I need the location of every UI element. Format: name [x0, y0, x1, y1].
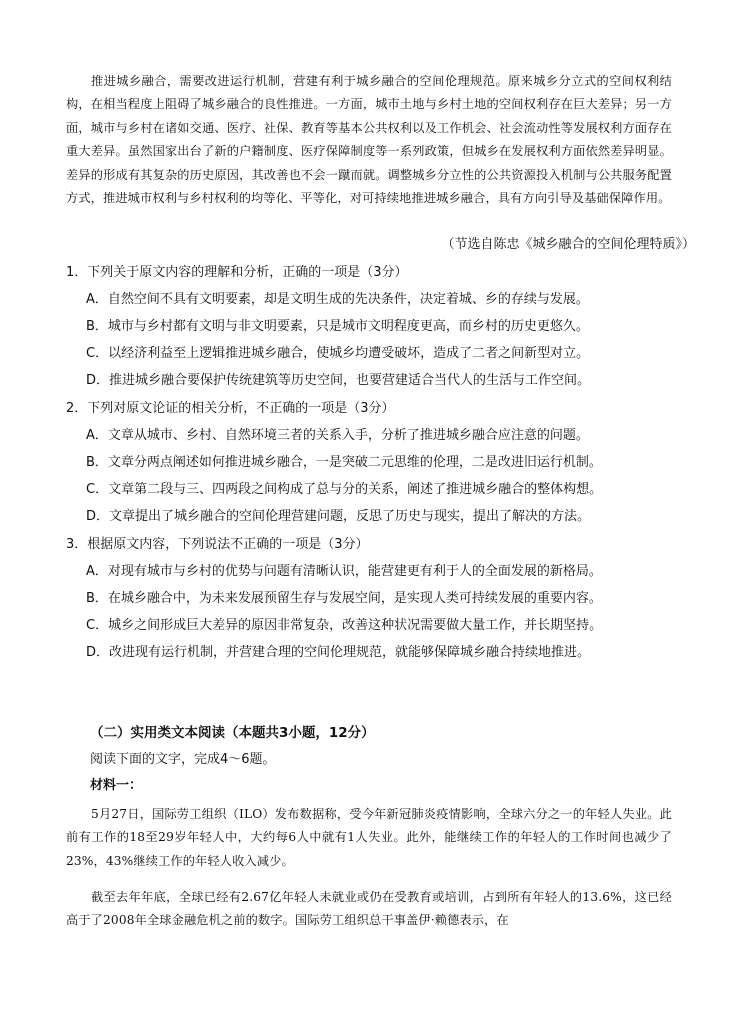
question-2-option-b: B．文章分两点阐述如何推进城乡融合，一是突破二元思维的伦理，二是改进旧运行机制。: [86, 455, 602, 470]
material-label: 材料一：: [90, 778, 143, 793]
question-1-stem: 1．下列关于原文内容的理解和分析，正确的一项是（3分）: [66, 265, 408, 280]
question-1-option-d: D．推进城乡融合要保护传统建筑等历史空间，也要营建适合当代人的生活与工作空间。: [86, 373, 591, 388]
question-3-option-b: B．在城乡融合中，为未来发展预留生存与发展空间，是实现人类可持续发展的重要内容。: [86, 591, 602, 606]
question-1-option-b: B．城市与乡村都有文明与非文明要素，只是城市文明程度更高，而乡村的历史更悠久。: [86, 319, 589, 334]
question-2-option-a: A．文章从城市、乡村、自然环境三者的关系入手，分析了推进城乡融合应注意的问题。: [86, 428, 589, 443]
material-paragraph-1: 5月27日，国际劳工组织（ILO）发布数据称，受今年新冠肺炎疫情影响，全球六分之一的年轻人失业。此前有工作的18至29岁年轻人中，大约每6人中就有1人失业。此外，能继续工作的年轻人的工作时间也减少了23%，43%继续工作的年轻人收入减少。: [66, 807, 672, 868]
question-1-option-a: A．自然空间不具有文明要素，却是文明生成的先决条件，决定着城、乡的存续与发展。: [86, 292, 589, 307]
material-paragraph-2: 截至去年年底，全球已经有2.67亿年轻人未就业或仍在受教育或培训，占到所有年轻人的13.6%，这已经高于了2008年全球金融危机之前的数字。国际劳工组织总干事盖伊·赖德表示，在: [66, 890, 672, 928]
section-instruction: 阅读下面的文字，完成4～6题。: [90, 752, 276, 767]
question-2-option-c: C．文章第二段与三、四两段之间构成了总与分的关系，阐述了推进城乡融合的整体构想。: [86, 482, 603, 497]
question-3-stem: 3．根据原文内容，下列说法不正确的一项是（3分）: [66, 537, 369, 552]
passage-paragraph: 推进城乡融合，需要改进运行机制，营建有利于城乡融合的空间伦理规范。原来城乡分立式的空间权利结构，在相当程度上阻碍了城乡融合的良性推进。一方面，城市土地与乡村土地的空间权利存在巨大差异；另一方面，城市与乡村在诸如交通、医疗、社保、教育等基本公共权利以及工作机会、社会流动性等发展权利方面存在重大差异。虽然国家出台了新的户籍制度、医疗保障制度等一系列政策，但城乡在发展权利方面依然差异明显。差异的形成有其复杂的历史原因，其改善也不会一蹴而就。调整城乡分立性的公共资源投入机制与公共服务配置方式，推进城市权利与乡村权利的均等化、平等化，对可持续地推进城乡融合，具有方向引导及基础保障作用。: [66, 74, 672, 206]
question-2-option-d: D．文章提出了城乡融合的空间伦理营建问题，反思了历史与现实，提出了解决的方法。: [86, 509, 591, 524]
passage-source: （节选自陈忠《城乡融合的空间伦理特质》）: [441, 237, 695, 252]
section-title: （二）实用类文本阅读（本题共3小题，12分）: [90, 725, 375, 741]
question-3-option-a: A．对现有城市与乡村的优势与问题有清晰认识，能营建更有利于人的全面发展的新格局。: [86, 564, 602, 579]
question-1-option-c: C．以经济利益至上逻辑推进城乡融合，使城乡均遭受破坏，造成了二者之间新型对立。: [86, 346, 590, 361]
question-3-option-c: C．城乡之间形成巨大差异的原因非常复杂，改善这种状况需要做大量工作，并长期坚持。: [86, 618, 603, 633]
question-2-stem: 2．下列对原文论证的相关分析，不正确的一项是（3分）: [66, 401, 395, 416]
question-3-option-d: D．改进现有运行机制，并营建合理的空间伦理规范，就能够保障城乡融合持续地推进。: [86, 645, 591, 660]
